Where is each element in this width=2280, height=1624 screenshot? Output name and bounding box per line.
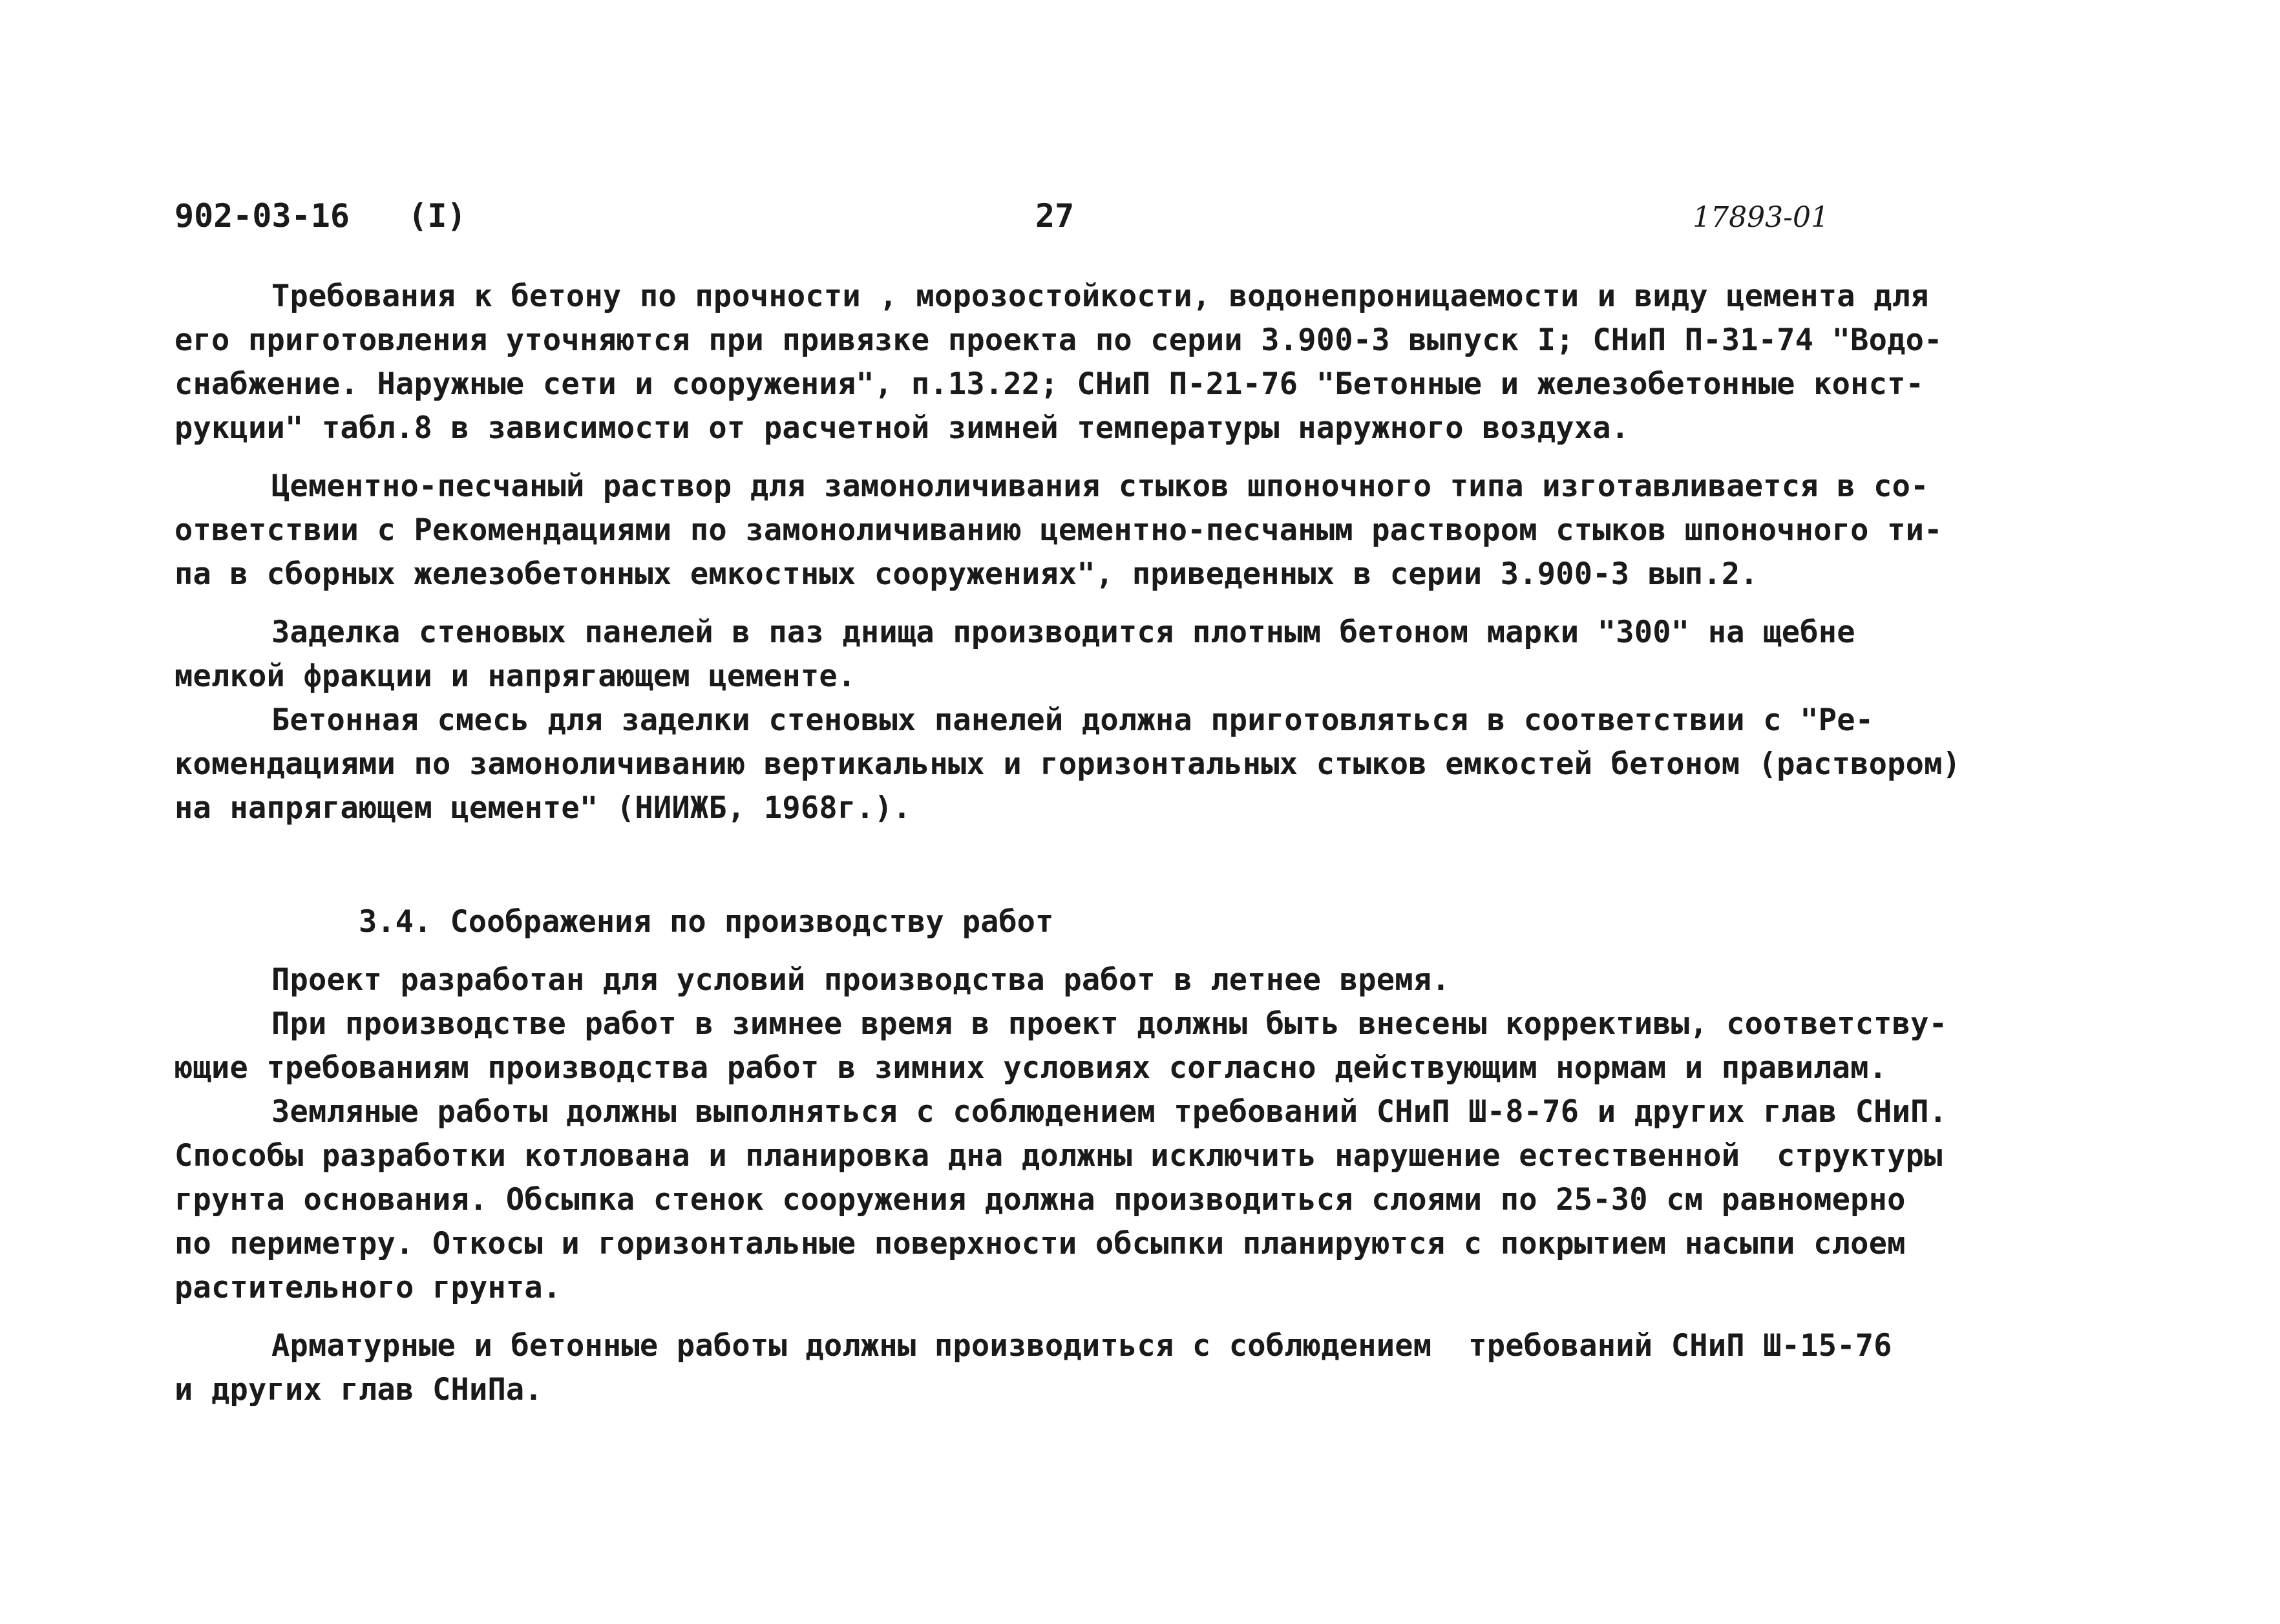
paragraph-wall-panel-sealing [174, 611, 1932, 699]
text-line: Способы разработки котлована и планировка дна должны исключить нарушение естественной структуры [174, 1138, 1943, 1174]
paragraph-cement-mortar [174, 465, 1943, 596]
text-line: грунта основания. Обсыпка стенок сооружения должна производиться слоями по 25-30 см равномерно [174, 1182, 1906, 1218]
text-line: Земляные работы должны выполняться с соблюдением требований СНиП Ш-8-76 и других глав СНиП. [271, 1094, 1948, 1130]
text-line: Заделка стеновых панелей в паз днища производится плотным бетоном марки "300" на щебне [271, 615, 1855, 650]
text-line: Цементно-песчаный раствор для замоноличивания стыков шпоночного типа изготавливается в со- [271, 469, 1929, 504]
paragraph-summer-conditions [174, 958, 1932, 1002]
text-line: ответствии с Рекомендациями по замоноличиванию цементно-песчаным раствором стыков шпоночного ти- [174, 512, 1943, 548]
text-line: рукции" табл.8 в зависимости от расчетной зимней температуры наружного воздуха. [174, 410, 1630, 446]
page-header [174, 197, 1829, 249]
document-code: 902-03-16 (I) [174, 197, 467, 235]
paragraph-concrete-mix [174, 699, 1961, 830]
text-line: растительного грунта. [174, 1270, 562, 1305]
inventory-number: 17893-01 [1693, 201, 1829, 234]
text-line: При производстве работ в зимнее время в проект должны быть внесены коррективы, соответству- [271, 1006, 1948, 1042]
page-number: 27 [1035, 197, 1075, 235]
text-line: ющие требованиям производства работ в зимних условиях согласно действующим нормам и правилам. [174, 1050, 1888, 1086]
paragraph-winter-corrections [174, 1002, 1948, 1090]
paragraph-reinforcement-works [174, 1324, 1932, 1412]
text-line: Бетонная смесь для заделки стеновых панелей должна приготовляться в соответствии с "Ре- [271, 702, 1874, 738]
text-line: Проект разработан для условий производства работ в летнее время. [271, 962, 1450, 998]
paragraph-earthworks [174, 1090, 1948, 1310]
text-line: мелкой фракции и напрягающем цементе. [174, 659, 856, 694]
text-line: Арматурные и бетонные работы должны производиться с соблюдением требований СНиП Ш-15-76 [271, 1328, 1892, 1364]
text-line: и других глав СНиПа. [174, 1372, 543, 1408]
paragraph-concrete-requirements [174, 275, 1943, 450]
text-line: па в сборных железобетонных емкостных сооружениях", приведенных в серии 3.900-3 вып.2. [174, 556, 1758, 592]
section-heading: 3.4. Соображения по производству работ [359, 904, 1054, 940]
text-line: на напрягающем цементе" (НИИЖБ, 1968г.). [174, 790, 911, 826]
text-line: его приготовления уточняются при привязке проекта по серии 3.900-3 выпуск I; СНиП П-31-74 "Водо- [174, 322, 1943, 358]
text-line: по периметру. Откосы и горизонтальные поверхности обсыпки планируются с покрытием насыпи слоем [174, 1226, 1906, 1261]
document-body [174, 275, 1961, 1412]
text-line: Требования к бетону по прочности , морозостойкости, водонепроницаемости и виду цемента для [271, 279, 1929, 314]
text-line: снабжение. Наружные сети и сооружения", п.13.22; СНиП П-21-76 "Бетонные и железобетонные конст- [174, 366, 1925, 402]
text-line: комендациями по замоноличиванию вертикальных и горизонтальных стыков емкостей бетоном (раствором) [174, 746, 1961, 782]
